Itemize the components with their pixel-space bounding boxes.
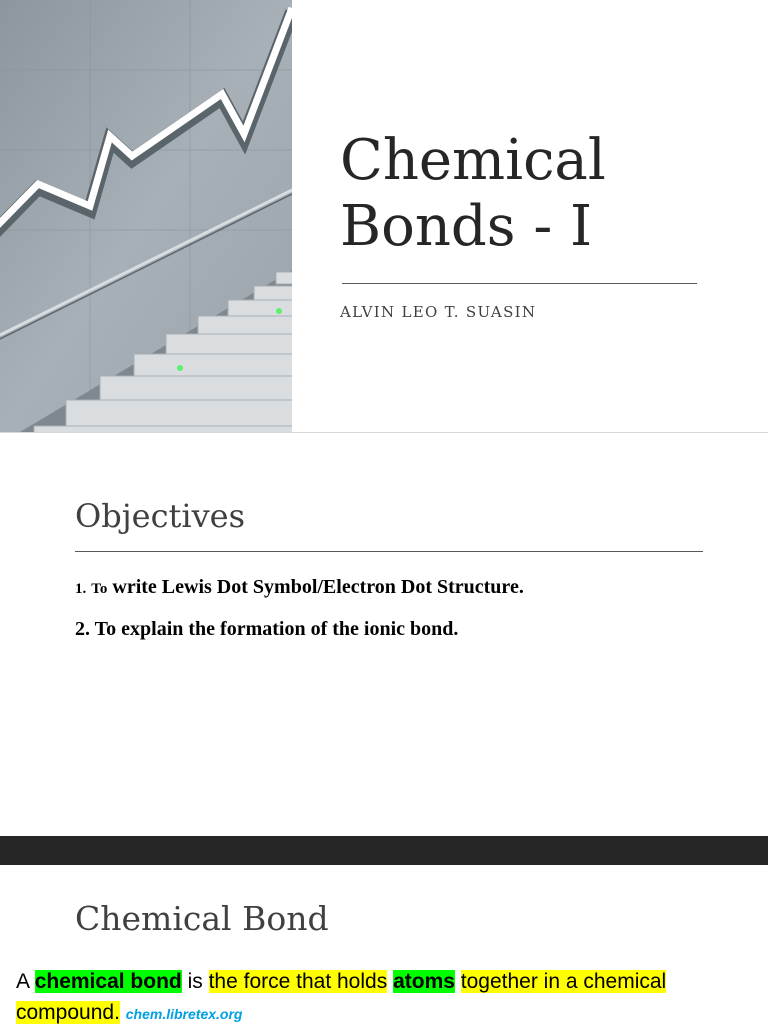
definition-is: is [187, 970, 203, 993]
objectives-divider [75, 551, 703, 552]
definition-part-2: together in a chemical compound. [16, 970, 667, 1024]
staircase-graph-image [0, 0, 292, 432]
author-name: ALVIN LEO T. SUASIN [340, 303, 537, 321]
objectives-slide [0, 433, 768, 836]
objective-text: write Lewis Dot Symbol/Electron Dot Structure. [112, 576, 524, 598]
chemical-bond-heading: Chemical Bond [75, 899, 329, 938]
term-atoms: atoms [393, 970, 455, 993]
title-slide [0, 0, 768, 432]
objective-lead: To [91, 581, 108, 597]
objective-lead: To [94, 618, 117, 640]
objective-number: 2. [75, 618, 90, 640]
objective-item-2 [75, 617, 524, 641]
definition-part-1: the force that holds [208, 970, 388, 993]
title-line-2: Bonds - I [340, 194, 593, 259]
title-divider [342, 283, 697, 284]
objectives-list [75, 575, 524, 657]
presentation-title [340, 128, 606, 260]
definition-article: A [16, 970, 29, 993]
chemical-bond-slide [0, 865, 768, 1024]
objective-number: 1. [75, 581, 87, 597]
objective-item-1 [75, 575, 524, 601]
source-link[interactable]: chem.libretex.org [125, 1006, 243, 1022]
objectives-heading: Objectives [75, 497, 246, 535]
term-chemical-bond: chemical bond [34, 970, 182, 993]
title-line-1: Chemical [340, 128, 606, 193]
chemical-bond-definition [16, 966, 746, 1024]
objective-text: explain the formation of the ionic bond. [121, 618, 459, 640]
slide-divider-band [0, 836, 768, 865]
